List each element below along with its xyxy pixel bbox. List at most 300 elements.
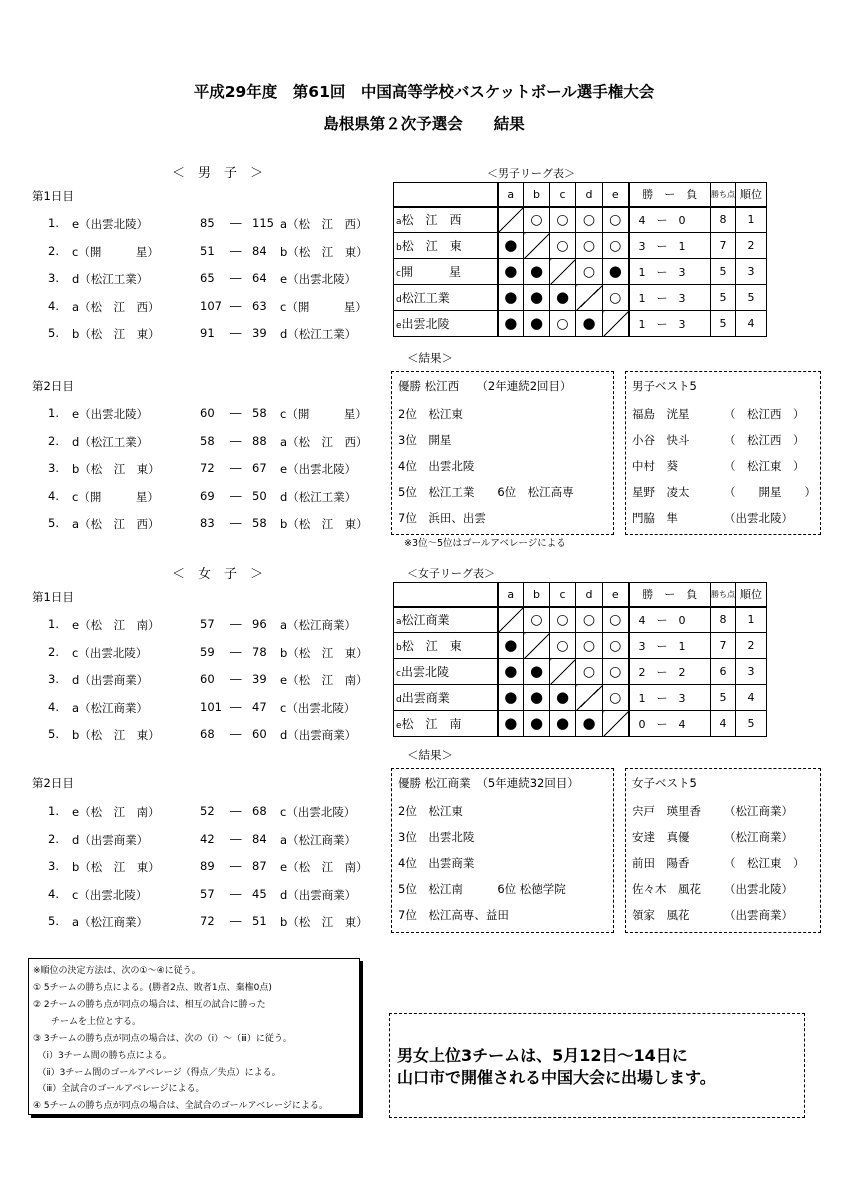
- game-dash: ―: [230, 617, 242, 631]
- men-best5-school: （ 松江東 ）: [724, 459, 805, 473]
- rules-line: ④ 5チームの勝ち点が同点の場合は、全試合のゴールアベレージによる。: [33, 1101, 328, 1111]
- team-name: 松江工業: [401, 291, 450, 305]
- win-mark-cell: [524, 207, 550, 233]
- game-right-score: 60: [252, 727, 267, 741]
- game-left-team: b（松 江 東）: [72, 462, 160, 476]
- loss-mark-cell: [498, 233, 524, 259]
- men-result-line: 7位 浜田、出雲: [398, 511, 486, 525]
- filled-circle-icon: ●: [529, 714, 544, 732]
- rank: 5: [736, 285, 767, 311]
- announcement-line: 男女上位3チームは、5月12日～14日に: [397, 1046, 688, 1065]
- filled-circle-icon: ●: [504, 262, 518, 280]
- men-result-line: 5位 松江工業 6位 松江高専: [398, 485, 574, 499]
- open-circle-icon: ○: [582, 663, 596, 680]
- team-letter: b: [396, 643, 402, 653]
- win-mark-cell: [576, 233, 603, 259]
- team-letter: d: [396, 295, 402, 305]
- game-left-score: 58: [200, 433, 215, 448]
- team-letter: e: [396, 721, 402, 731]
- men-result-line: 3位 開星: [398, 433, 452, 447]
- game-right-team: d（出雲商業）: [280, 887, 357, 902]
- men-best5-player: 中村 葵: [632, 459, 678, 473]
- men-best5-school: （ 開星 ）: [724, 485, 816, 499]
- team-letter: b: [396, 243, 402, 253]
- open-circle-icon: ○: [556, 637, 569, 654]
- win-mark-cell: [603, 207, 629, 233]
- game-number: 5.: [48, 516, 59, 530]
- win-loss: 2 ー 2: [629, 659, 711, 685]
- men-result-line: 2位 松江東: [398, 407, 463, 421]
- men-best5-title: 男子ベスト5: [632, 379, 697, 393]
- points: 7: [711, 233, 736, 259]
- women-league-table: [393, 582, 767, 737]
- team-name-cell: [394, 285, 498, 311]
- diagonal-cell: [550, 659, 576, 685]
- win-loss: 3 ー 1: [629, 233, 711, 259]
- filled-circle-icon: ●: [608, 262, 622, 280]
- rules-line: ② 2チームの勝ち点が同点の場合は、相互の試合に勝った: [33, 1000, 266, 1010]
- diagonal-cell: [498, 207, 524, 233]
- open-circle-icon: ○: [582, 237, 596, 254]
- game-right-team: b（松 江 東）: [280, 645, 368, 660]
- filled-circle-icon: ●: [529, 662, 544, 680]
- game-number: 3.: [48, 461, 59, 475]
- open-circle-icon: ○: [556, 611, 569, 628]
- team-name: 出雲商業: [401, 691, 450, 705]
- men-result-line: 優勝 松江西 （2年連続2回目）: [398, 379, 572, 393]
- win-mark-cell: [576, 607, 603, 633]
- points: 5: [711, 259, 736, 285]
- game-left-score: 89: [200, 859, 215, 873]
- game-right-team: a（松 江 西）: [280, 217, 368, 231]
- rank: 1: [736, 207, 767, 233]
- filled-circle-icon: ●: [529, 688, 544, 706]
- game-line: [30, 642, 368, 664]
- loss-mark-cell: [524, 711, 550, 737]
- loss-mark-cell: [524, 259, 550, 285]
- women-heading: ＜ 女 子 ＞: [172, 567, 264, 582]
- team-name-cell: [394, 607, 498, 633]
- women-day2-label: 第2日目: [32, 776, 74, 790]
- loss-mark-cell: [550, 711, 576, 737]
- points: 7: [711, 633, 736, 659]
- points: 8: [711, 607, 736, 633]
- rules-line: （ⅲ）全試合のゴールアベレージによる。: [33, 1084, 205, 1094]
- game-line: [30, 884, 365, 906]
- diagonal-cell: [498, 607, 524, 633]
- game-dash: ―: [230, 461, 242, 475]
- open-circle-icon: ○: [609, 637, 622, 654]
- game-right-team: c（開 星）: [280, 407, 367, 421]
- game-line: [30, 669, 368, 691]
- game-line: [30, 724, 365, 746]
- diagonal-cell: [603, 711, 629, 737]
- game-dash: ―: [230, 406, 242, 420]
- open-circle-icon: ○: [556, 315, 569, 332]
- open-circle-icon: ○: [530, 611, 543, 628]
- game-number: 5.: [48, 727, 59, 741]
- open-circle-icon: ○: [609, 237, 622, 254]
- team-name: 松 江 西: [401, 213, 462, 228]
- team-letter: a: [396, 217, 402, 228]
- game-line: [30, 268, 365, 290]
- women-results-caption: ＜結果＞: [407, 748, 453, 762]
- loss-mark-cell: [524, 285, 550, 311]
- game-left-score: 57: [200, 617, 215, 631]
- game-line: [30, 697, 365, 719]
- open-circle-icon: ○: [556, 211, 569, 228]
- women-best5-school: （出雲商業）: [724, 908, 793, 922]
- game-right-score: 84: [252, 243, 267, 258]
- rank: 4: [736, 685, 767, 711]
- filled-circle-icon: ●: [529, 262, 544, 280]
- game-left-team: d（出雲商業）: [72, 832, 149, 847]
- win-loss: 1 ー 3: [629, 311, 711, 337]
- loss-mark-cell: [524, 685, 550, 711]
- game-number: 4.: [48, 886, 59, 901]
- game-left-team: e（出雲北陵）: [72, 407, 149, 421]
- game-left-score: 72: [200, 914, 215, 928]
- table-header: b: [524, 583, 550, 607]
- table-header: a: [498, 583, 524, 607]
- win-mark-cell: [576, 259, 603, 285]
- women-result-line: 2位 松江東: [398, 804, 463, 818]
- rank: 2: [736, 233, 767, 259]
- filled-circle-icon: ●: [555, 714, 570, 732]
- women-best5-title: 女子ベスト5: [632, 776, 697, 790]
- game-left-score: 57: [200, 886, 215, 901]
- table-header: c: [550, 583, 576, 607]
- game-dash: ―: [230, 727, 242, 741]
- loss-mark-cell: [524, 311, 550, 337]
- team-name-cell: [394, 659, 498, 685]
- open-circle-icon: ○: [582, 611, 596, 628]
- rules-line: ③ 3チームの勝ち点が同点の場合は、次の（ⅰ）～（ⅲ）に従う。: [33, 1034, 292, 1044]
- win-mark-cell: [524, 607, 550, 633]
- game-number: 3.: [48, 271, 59, 285]
- game-number: 2.: [48, 243, 59, 258]
- win-mark-cell: [576, 207, 603, 233]
- rank: 3: [736, 659, 767, 685]
- game-dash: ―: [230, 326, 242, 340]
- game-left-team: d（出雲商業）: [72, 673, 149, 687]
- game-right-team: d（松江工業）: [280, 327, 357, 341]
- team-name-cell: [394, 311, 498, 337]
- game-right-score: 63: [252, 298, 267, 313]
- game-left-score: 59: [200, 644, 215, 659]
- game-dash: ―: [230, 886, 242, 901]
- game-right-score: 64: [252, 271, 267, 285]
- win-mark-cell: [550, 233, 576, 259]
- rules-line: （ⅰ）3チーム間の勝ち点による。: [33, 1051, 172, 1061]
- women-best5-school: （松江商業）: [724, 830, 793, 844]
- game-number: 4.: [48, 298, 59, 313]
- team-name: 松 江 東: [401, 639, 462, 653]
- team-name: 出雲北陵: [400, 665, 449, 679]
- game-line: [30, 323, 365, 345]
- game-left-team: b（松 江 東）: [72, 860, 160, 874]
- game-right-team: c（出雲北陵）: [280, 805, 356, 819]
- win-mark-cell: [603, 659, 629, 685]
- men-results-box: [391, 371, 614, 535]
- table-header: 勝ち点: [711, 583, 736, 607]
- women-best5-school: （出雲北陵）: [724, 882, 793, 896]
- game-right-score: 45: [252, 886, 267, 901]
- game-left-team: a（松江商業）: [72, 700, 149, 715]
- open-circle-icon: ○: [609, 289, 622, 306]
- game-left-team: b（松 江 東）: [72, 728, 160, 742]
- game-dash: ―: [230, 271, 242, 285]
- men-best5-school: （ 松江西 ）: [724, 433, 805, 447]
- game-right-team: e（出雲北陵）: [280, 272, 357, 286]
- loss-mark-cell: [498, 285, 524, 311]
- game-line: [30, 241, 368, 263]
- filled-circle-icon: ●: [555, 688, 570, 706]
- game-left-score: 107: [200, 298, 222, 313]
- game-right-team: c（出雲北陵）: [280, 700, 356, 715]
- game-left-score: 65: [200, 271, 215, 285]
- women-best5-player: 宍戸 瑛里香: [632, 804, 701, 818]
- game-right-team: d（出雲商業）: [280, 728, 357, 742]
- game-left-team: b（松 江 東）: [72, 327, 160, 341]
- loss-mark-cell: [550, 685, 576, 711]
- table-header: d: [576, 583, 603, 607]
- game-right-score: 67: [252, 461, 267, 475]
- diagonal-cell: [524, 633, 550, 659]
- game-right-score: 58: [252, 516, 267, 530]
- win-mark-cell: [576, 633, 603, 659]
- women-day1-label: 第1日目: [32, 590, 74, 604]
- game-dash: ―: [230, 488, 242, 503]
- table-header: 勝 ー 負: [629, 583, 711, 607]
- game-right-score: 115: [252, 216, 274, 230]
- game-right-score: 87: [252, 859, 267, 873]
- points: 5: [711, 285, 736, 311]
- game-left-team: e（松 江 南）: [72, 618, 160, 632]
- win-loss: 0 ー 4: [629, 711, 711, 737]
- win-loss: 4 ー 0: [629, 607, 711, 633]
- game-right-team: a（松江商業）: [280, 618, 357, 632]
- team-name: 出雲北陵: [401, 317, 450, 331]
- game-left-score: 101: [200, 699, 222, 714]
- game-right-score: 88: [252, 433, 267, 448]
- game-dash: ―: [230, 433, 242, 448]
- rank: 1: [736, 607, 767, 633]
- game-left-team: e（松 江 南）: [72, 805, 160, 819]
- women-league-caption: ＜女子リーグ表＞: [407, 567, 495, 580]
- win-mark-cell: [550, 207, 576, 233]
- table-header: 順位: [736, 583, 767, 607]
- game-line: [30, 801, 365, 823]
- game-line: [30, 431, 368, 453]
- diagonal-cell: [576, 685, 603, 711]
- team-letter: a: [396, 617, 402, 628]
- page-title: 平成29年度 第61回 中国高等学校バスケットボール選手権大会: [193, 83, 655, 101]
- ranking-rules-box: [28, 958, 360, 1115]
- open-circle-icon: ○: [609, 663, 622, 680]
- game-dash: ―: [230, 243, 242, 258]
- filled-circle-icon: ●: [582, 714, 596, 732]
- open-circle-icon: ○: [609, 689, 622, 706]
- men-best5-player: 門脇 隼: [632, 511, 678, 525]
- game-right-score: 68: [252, 804, 267, 818]
- game-right-score: 50: [252, 488, 267, 503]
- win-mark-cell: [603, 285, 629, 311]
- game-number: 4.: [48, 699, 59, 714]
- men-results-caption: ＜結果＞: [407, 351, 453, 365]
- game-left-team: a（松江商業）: [72, 915, 149, 929]
- game-number: 1.: [48, 617, 59, 631]
- win-mark-cell: [603, 685, 629, 711]
- open-circle-icon: ○: [530, 211, 543, 228]
- loss-mark-cell: [576, 311, 603, 337]
- men-day1-label: 第1日目: [32, 189, 74, 203]
- game-number: 1.: [48, 406, 59, 420]
- game-left-score: 52: [200, 804, 215, 818]
- men-best5-school: （ 松江西 ）: [724, 407, 805, 421]
- corner-cell: [394, 183, 498, 207]
- game-number: 3.: [48, 672, 59, 686]
- game-left-team: d（松江工業）: [72, 434, 149, 449]
- loss-mark-cell: [550, 285, 576, 311]
- loss-mark-cell: [498, 259, 524, 285]
- women-result-line: 優勝 松江商業 （5年連続32回目）: [398, 776, 579, 790]
- game-dash: ―: [230, 216, 242, 230]
- game-left-score: 72: [200, 461, 215, 475]
- game-dash: ―: [230, 831, 242, 846]
- game-left-team: c（開 星）: [72, 489, 159, 504]
- table-header: a: [498, 183, 524, 207]
- team-name: 松 江 南: [401, 717, 462, 731]
- game-left-score: 51: [200, 243, 215, 258]
- women-best5-school: （松江商業）: [724, 804, 793, 818]
- men-best5-school: （出雲北陵）: [724, 511, 793, 525]
- men-heading: ＜ 男 子 ＞: [172, 166, 264, 181]
- game-line: [30, 403, 365, 425]
- game-line: [30, 911, 368, 933]
- team-name-cell: [394, 685, 498, 711]
- men-result-line: 4位 出雲北陵: [398, 459, 475, 473]
- loss-mark-cell: [498, 311, 524, 337]
- men-best5-player: 福島 洸星: [632, 407, 690, 421]
- game-left-team: c（出雲北陵）: [72, 645, 148, 660]
- game-line: [30, 513, 368, 535]
- team-name-cell: [394, 233, 498, 259]
- win-loss: 1 ー 3: [629, 259, 711, 285]
- loss-mark-cell: [498, 659, 524, 685]
- win-loss: 1 ー 3: [629, 685, 711, 711]
- game-right-score: 96: [252, 617, 267, 631]
- rules-line: （ⅱ）3チーム間のゴールアベレージ（得点／失点）による。: [33, 1068, 281, 1078]
- game-dash: ―: [230, 644, 242, 659]
- win-loss: 4 ー 0: [629, 207, 711, 233]
- table-header: c: [550, 183, 576, 207]
- team-name: 松 江 東: [401, 239, 462, 253]
- game-line: [30, 614, 365, 636]
- rank: 5: [736, 711, 767, 737]
- game-right-score: 58: [252, 406, 267, 420]
- filled-circle-icon: ●: [504, 636, 518, 654]
- game-right-team: e（松 江 南）: [280, 673, 368, 687]
- game-right-score: 78: [252, 644, 267, 659]
- rules-line: ① 5チームの勝ち点による。(勝者2点、敗者1点、棄権0点): [33, 983, 272, 993]
- open-circle-icon: ○: [582, 211, 596, 228]
- loss-mark-cell: [498, 633, 524, 659]
- game-number: 3.: [48, 859, 59, 873]
- game-number: 5.: [48, 326, 59, 340]
- loss-mark-cell: [498, 685, 524, 711]
- diagonal-cell: [603, 311, 629, 337]
- team-letter: d: [396, 695, 402, 705]
- game-left-score: 42: [200, 831, 215, 846]
- team-name-cell: [394, 711, 498, 737]
- women-best5-player: 領家 風花: [632, 908, 690, 922]
- diagonal-cell: [524, 233, 550, 259]
- women-best5-player: 安達 真優: [632, 830, 690, 844]
- game-dash: ―: [230, 672, 242, 686]
- table-header: d: [576, 183, 603, 207]
- page-subtitle: 島根県第２次予選会 結果: [323, 115, 525, 133]
- filled-circle-icon: ●: [504, 314, 518, 332]
- game-dash: ―: [230, 516, 242, 530]
- women-results-box: [391, 768, 614, 933]
- loss-mark-cell: [603, 259, 629, 285]
- points: 5: [711, 685, 736, 711]
- men-league-table: [393, 182, 767, 337]
- game-left-team: d（松江工業）: [72, 272, 149, 286]
- win-loss: 3 ー 1: [629, 633, 711, 659]
- game-number: 1.: [48, 804, 59, 818]
- game-right-score: 51: [252, 914, 267, 928]
- team-name-cell: [394, 633, 498, 659]
- game-dash: ―: [230, 804, 242, 818]
- game-right-team: c（開 星）: [280, 299, 367, 314]
- men-results-note: ※3位～5位はゴールアベレージによる: [404, 538, 566, 549]
- table-header: e: [603, 583, 629, 607]
- points: 5: [711, 311, 736, 337]
- game-left-score: 85: [200, 216, 215, 230]
- game-dash: ―: [230, 699, 242, 714]
- game-left-score: 68: [200, 727, 215, 741]
- game-left-team: c（開 星）: [72, 244, 159, 259]
- points: 4: [711, 711, 736, 737]
- announcement-box: [389, 1013, 805, 1118]
- game-left-team: a（松 江 西）: [72, 517, 160, 531]
- announcement-line: 山口市で開催される中国大会に出場します。: [397, 1068, 716, 1087]
- game-left-team: e（出雲北陵）: [72, 217, 149, 231]
- filled-circle-icon: ●: [529, 288, 544, 306]
- table-header: 順位: [736, 183, 767, 207]
- women-result-line: 7位 松江高専、益田: [398, 908, 509, 922]
- game-dash: ―: [230, 914, 242, 928]
- table-header: 勝ち点: [711, 183, 736, 207]
- men-best5-player: 星野 凌太: [632, 485, 690, 499]
- rank: 2: [736, 633, 767, 659]
- filled-circle-icon: ●: [504, 662, 518, 680]
- game-left-score: 91: [200, 326, 215, 340]
- diagonal-cell: [550, 259, 576, 285]
- table-header: e: [603, 183, 629, 207]
- open-circle-icon: ○: [609, 611, 622, 628]
- open-circle-icon: ○: [582, 637, 596, 654]
- filled-circle-icon: ●: [529, 314, 544, 332]
- game-number: 2.: [48, 433, 59, 448]
- win-mark-cell: [603, 233, 629, 259]
- game-left-team: a（松 江 西）: [72, 299, 160, 314]
- team-letter: e: [396, 321, 402, 331]
- women-best5-school: （ 松江東 ）: [724, 856, 805, 870]
- win-mark-cell: [550, 633, 576, 659]
